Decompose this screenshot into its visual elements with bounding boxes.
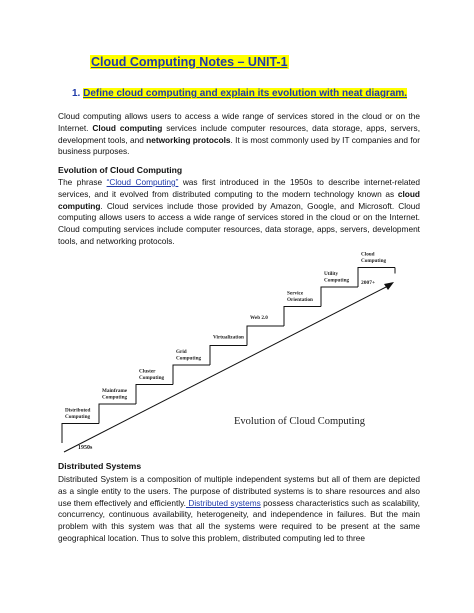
distributed-text-2: possess characteristics such as scalability, concurrency, continuous availability, heterogeneity, and independence in failures. But the main problem with this system was that all the systems were required to be present at the same geographical location. Thus to solve this problem, distributed computing led to three xyxy=(58,497,420,543)
distributed-text-1: Distributed System is a composition of multiple independent systems but all of them are depicted as a single entity to the users. The purpose of distributed systems is to share resources and also use them effectively and efficiently. xyxy=(58,474,420,508)
staircase-step-label: Cluster xyxy=(139,368,156,375)
staircase-step-label: Utility xyxy=(324,271,339,277)
evolution-text-2: was first introduced in the 1950s to describe internet-related services, and it evolved from distributed computing to the modern technology known as xyxy=(58,177,420,199)
timeline-end-label: 2007+ xyxy=(361,280,376,286)
staircase-step-label: Web 2.0 xyxy=(250,315,268,321)
distributed-paragraph xyxy=(58,474,420,545)
staircase-step-label: Computing xyxy=(324,277,350,284)
intro-text-2: services include computer resources, data storage, apps, servers, development tools, and xyxy=(58,122,420,145)
question-heading xyxy=(72,88,407,99)
intro-paragraph xyxy=(58,111,420,158)
staircase-step-label: Distributed xyxy=(65,407,91,414)
intro-bold-2: networking protocols xyxy=(146,134,231,145)
staircase-step xyxy=(173,365,210,385)
cloud-computing-link[interactable]: “Cloud Computing” xyxy=(106,177,179,187)
staircase-step-label: Mainframe xyxy=(102,388,128,394)
staircase-step xyxy=(62,424,99,444)
evolution-staircase-diagram xyxy=(58,251,420,452)
staircase-step-label: Service xyxy=(287,290,304,297)
staircase-step xyxy=(321,287,358,307)
intro-text-1: Cloud computing allows users to access a wide range of services stored in the cloud or on the Internet. xyxy=(58,111,420,133)
distributed-systems-link[interactable]: Distributed systems xyxy=(185,497,261,508)
staircase-step-label: Computing xyxy=(361,258,387,264)
question-number: 1. xyxy=(72,88,81,99)
intro-bold-1: Cloud computing xyxy=(92,122,163,133)
staircase-step-label: Computing xyxy=(102,394,128,401)
question-text: Define cloud computing and explain its evolution with neat diagram. xyxy=(83,88,408,99)
staircase-step-label: Computing xyxy=(139,375,165,381)
evolution-heading: Evolution of Cloud Computing xyxy=(58,165,183,175)
staircase-step-label: Grid xyxy=(176,349,187,355)
evolution-text-1: The phrase xyxy=(58,177,107,187)
timeline-arrowhead xyxy=(384,282,394,290)
staircase-step-label: Computing xyxy=(65,414,91,420)
staircase-step-label: Orientation xyxy=(287,297,313,303)
staircase-step xyxy=(99,404,136,424)
staircase-step xyxy=(136,385,173,405)
diagram-caption: Evolution of Cloud Computing xyxy=(234,416,365,427)
staircase-step-label: Cloud xyxy=(361,251,375,258)
evolution-text-3: . Cloud services include those provided by Amazon, Google, and Microsoft. Cloud computing allows users to access a wide range of services stored in the cloud or on the Internet. Cloud computing services include computer resources, data storage, apps, servers, development tools, and networking protocols. xyxy=(58,200,420,246)
timeline-arrow-line xyxy=(64,286,388,452)
timeline-start-label: 1950s xyxy=(78,445,93,451)
page-title: Cloud Computing Notes – UNIT-1 xyxy=(91,55,288,69)
staircase-step-label: Virtualization xyxy=(213,334,244,341)
evolution-paragraph xyxy=(58,177,420,248)
evolution-bold-1: cloud computing xyxy=(58,188,420,211)
distributed-heading: Distributed Systems xyxy=(58,461,142,471)
intro-text-3: . It is most commonly used by IT companies and for business purposes. xyxy=(58,134,420,157)
staircase-step xyxy=(210,346,247,366)
staircase-step-label: Computing xyxy=(176,355,202,362)
